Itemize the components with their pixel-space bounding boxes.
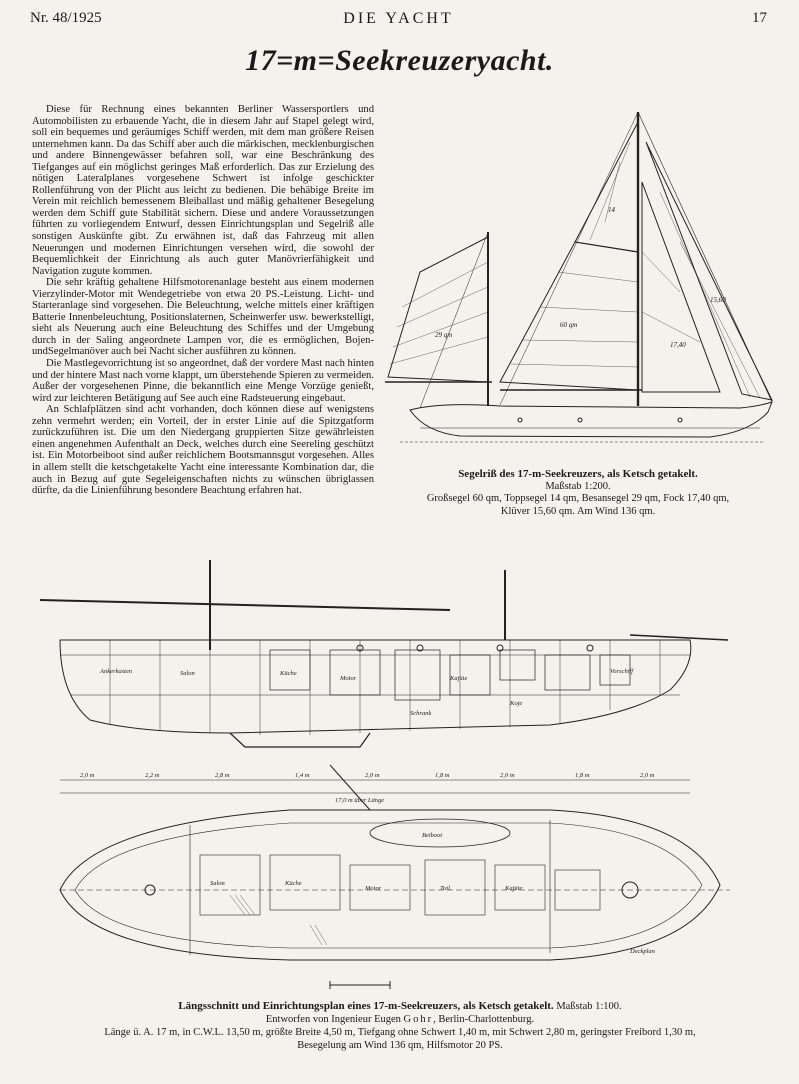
- deck-plan-label: Deckplan: [630, 948, 655, 955]
- dim-1: 2,2 m: [145, 772, 160, 779]
- plan-label-4: Kajüte: [505, 885, 523, 892]
- sail-plan-drawing: [380, 102, 775, 452]
- jib-area-label: 15,60: [710, 296, 726, 304]
- section-label-4: Kajüte: [450, 675, 468, 682]
- plan-label-0: Salon: [210, 880, 225, 887]
- main-caption: [30, 1000, 770, 1052]
- dim-0: 2,0 m: [80, 772, 95, 779]
- mainsail: [500, 242, 638, 390]
- fore-area-label: 17,40: [670, 341, 686, 349]
- main-area-label: 60 qm: [560, 321, 578, 329]
- lowered-mast: [40, 600, 450, 610]
- main-caption-title: Längsschnitt und Einrichtungsplan eines 17-m-Seekreuzers, als Ketsch getakelt.: [178, 1000, 554, 1012]
- plan-hull: [60, 810, 720, 960]
- designer-name: Gohr: [403, 1014, 434, 1025]
- section-label-5: Vorschiff: [610, 668, 634, 675]
- mizzen-area-label: 29 qm: [435, 331, 453, 339]
- paragraph-4: An Schlafplätzen sind acht vorhanden, doch können diese auf wenigstens zehn vermehrt werden; ein Vorteil, der in erster Linie auf die Spitzgatform zurückzuführen ist. Die um den Niedergang gruppierten Sitze gewährleisten einen angenehmen Aufenthalt an Deck, welches durch eine Seereling geschützt ist. Ein Motorbeiboot sind außer reichlichem Bootsmannsgut vorgesehen. Alles in allem stellt die ketschgetakelte Yacht eine interessante Kombination dar, die auch in Bezug auf gute Segeleigenschaften nichts zu wünschen übriglassen dürfte, da die Linienführung besondere Beachtung erfahren hat.: [32, 404, 374, 497]
- sail-plan-scale: Maßstab 1:200.: [545, 480, 611, 492]
- dim-7: 1,8 m: [575, 772, 590, 779]
- section-label-6: Koje: [510, 700, 523, 707]
- sail-plan-caption-title: Segelriß des 17-m-Seekreuzers, als Ketsch getakelt.: [458, 468, 698, 480]
- article-body: [32, 104, 374, 497]
- paragraph-3: Die Mastlegevorrichtung ist so angeordnet, daß der vordere Mast nach hinten und der hintere Mast nach vorne klappt, um überstehende Spieren zu vermeiden. Außer der vorgesehenen Pinne, die bekanntlich eine Menge Vorzüge genießt, wird zur leichteren Betätigung auf See auch eine Radsteuerung eingebaut.: [32, 358, 375, 404]
- section-label-0: Ankerkasten: [100, 668, 133, 675]
- plan-label-3: Toil.: [440, 885, 452, 892]
- dim-5: 1,8 m: [435, 772, 450, 779]
- designer-suffix: , Berlin-Charlottenburg.: [433, 1014, 535, 1025]
- designer-line: [30, 1013, 770, 1026]
- topsail: [575, 122, 638, 252]
- section-and-plan-drawing: [30, 555, 770, 1005]
- paragraph-2: Die sehr kräftig gehaltene Hilfsmotorenanlage besteht aus einem modernen Vierzylinder-Motor mit Wendegetriebe von etwa 20 PS.-Leistung. Licht- und Starteranlage sind vorgesehen. Die Beleuchtung, welche mittels einer kräftigen Batterie Innenbeleuchtung, Positionslaternen, Scheinwerfer usw. bewerkstelligt, sieht als Neuerung auch eine Beleuchtung des Schiffes und der Umgebung durch in der Saling angeordnete Lampen vor, die es ermöglichen, Bojen- undSegelmanöver auch bei Nacht sicher ausführen zu können.: [32, 277, 374, 358]
- specs-line-2: Besegelung am Wind 136 qm, Hilfsmotor 20 PS.: [297, 1040, 503, 1051]
- dim-3: 1,4 m: [295, 772, 310, 779]
- section-label-2: Küche: [280, 670, 297, 677]
- dim-4: 2,0 m: [365, 772, 380, 779]
- sail-areas-line-1: Großsegel 60 qm, Toppsegel 14 qm, Besansegel 29 qm, Fock 17,40 qm,: [426, 493, 730, 504]
- dim-6: 2,0 m: [500, 772, 515, 779]
- journal-title: DIE YACHT: [343, 10, 454, 27]
- sail-plan-caption: [393, 468, 763, 518]
- page-header: [30, 10, 767, 30]
- designer-prefix: Entworfen von Ingenieur Eugen: [265, 1014, 401, 1025]
- length-label: 17,0 m über Länge: [335, 797, 385, 804]
- section-label-7: Schrank: [410, 710, 432, 717]
- dinghy-label: Beiboot: [422, 832, 443, 839]
- section-hull: [60, 640, 691, 733]
- page-number: 17: [752, 10, 767, 26]
- dim-2: 2,8 m: [215, 772, 230, 779]
- specs-line-1: Länge ü. A. 17 m, in C.W.L. 13,50 m, größte Breite 4,50 m, Tiefgang ohne Schwert 1,40 m, mit Schwert 2,80 m, geringster Freibord 1,30 m,: [104, 1027, 696, 1038]
- sail-areas-line-2: Klüver 15,60 qm. Am Wind 136 qm.: [500, 505, 656, 517]
- main-caption-scale: Maßstab 1:100.: [556, 1001, 622, 1012]
- plan-label-2: Motor: [365, 885, 382, 892]
- dim-8: 2,0 m: [640, 772, 655, 779]
- paragraph-1: Diese für Rechnung eines bekannten Berliner Wassersportlers und Automobilisten zu erbauende Yacht, die in diesem Jahr auf Stapel gelegt wird, soll ein bequemes und geräumiges Schiff werden, mit dem man größere Reisen unternehmen kann. Da das Schiff aber auch die märkischen, mecklenburgischen und andere Binnengewässer befahren soll, war eine Beschränkung des Tiefganges auf ein möglichst geringes Maß erforderlich. Das zur Erzielung des nötigen Lateralplanes vorgesehene Schwert ist infolge geschickter Rollenführung von der Plicht aus leicht zu bedienen. Die behäbige Breite im Verein mit reichlich bemessenem Bleiballast und mäßig gehaltener Besegelung werden dem Schiff gute Stabilität sichern. Diese und andere Voraussetzungen führten zu vorliegendem Entwurf, dessen Einrichtungsplan und Segelriß alle sonstigen Auskünfte gibt. Zu erwähnen ist, daß das Fahrzeug mit allen Neuerungen und modernen Einrichtungen versehen wird, die sowohl der Bequemlichkeit der Einrichtung als auch guter Manövrierfähigkeit und Navigation zugute kommen.: [32, 104, 374, 277]
- section-label-1: Salon: [180, 670, 195, 677]
- section-label-3: Motor: [340, 675, 357, 682]
- issue-number: Nr. 48/1925: [30, 10, 102, 26]
- plan-label-1: Küche: [285, 880, 302, 887]
- hull-outline: [410, 402, 772, 437]
- top-area-label: 14: [608, 206, 615, 214]
- article-title: 17=m=Seekreuzeryacht.: [245, 44, 554, 77]
